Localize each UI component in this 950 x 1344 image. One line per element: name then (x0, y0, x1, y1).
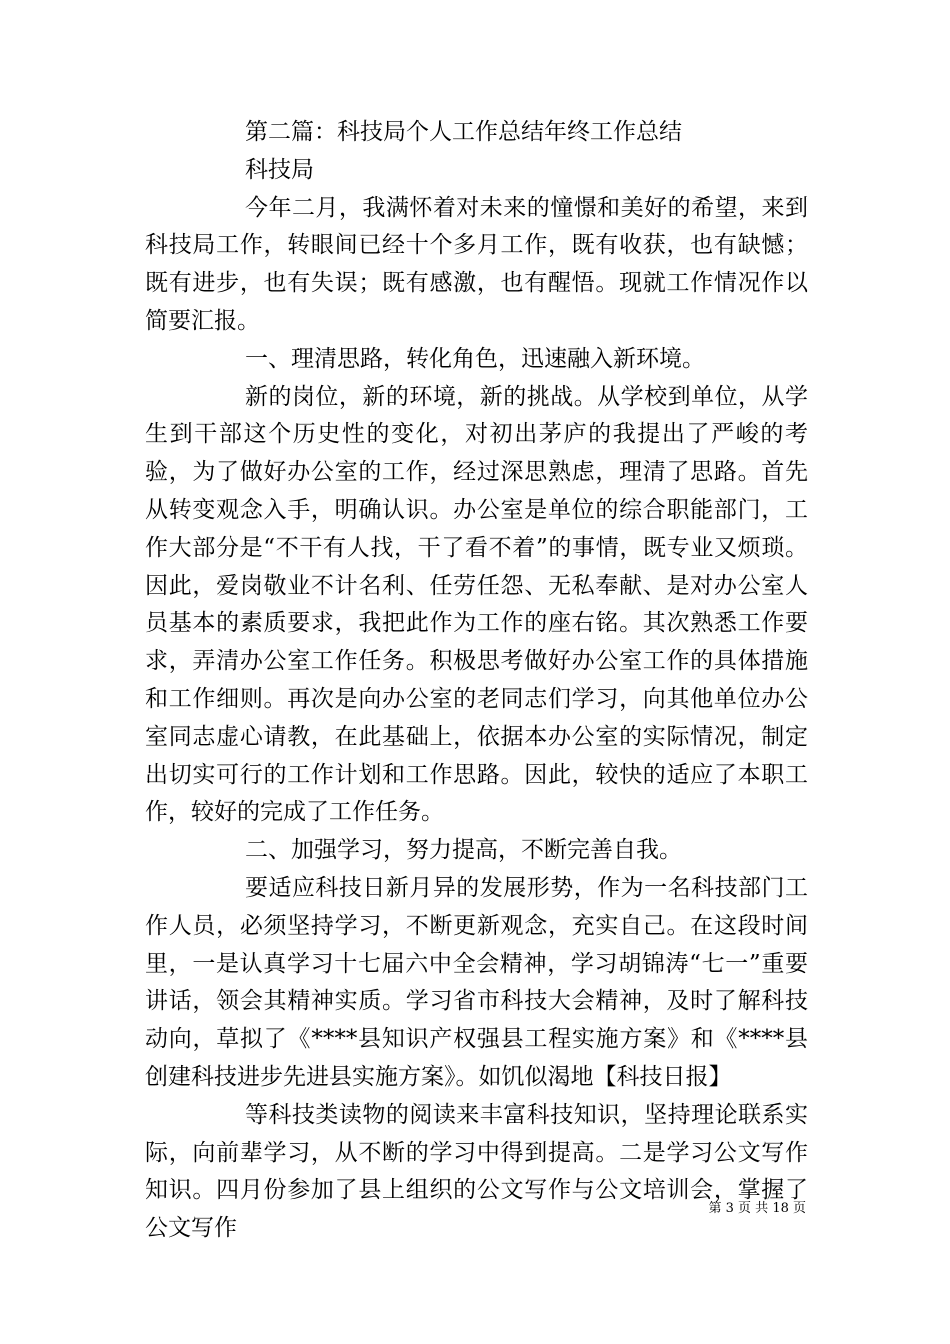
section-heading-2: 二、加强学习，努力提高，不断完善自我。 (245, 837, 682, 864)
page-number: 第 3 页 共 18 页 (708, 1201, 806, 1216)
section-heading-1: 一、理清思路，转化角色，迅速融入新环境。 (245, 345, 705, 372)
paragraph-intro: 今年二月，我满怀着对未来的憧憬和美好的希望，来到科技局工作，转眼间已经十个多月工作，既有收获，也有缺憾；既有进步，也有失误；既有感激，也有醒悟。现就工作情况作以简要汇报。 (145, 194, 808, 334)
paragraph-continued: 等科技类读物的阅读来丰富科技知识，坚持理论联系实际，向前辈学习，从不断的学习中得到提高。二是学习公文写作知识。四月份参加了县上组织的公文写作与公文培训会，掌握了公文写作 (145, 1101, 808, 1242)
document-subtitle: 科技局 (245, 156, 314, 183)
paragraph-section-2: 要适应科技日新月异的发展形势，作为一名科技部门工作人员，必须坚持学习，不断更新观念，充实自己。在这段时间里，一是认真学习十七届六中全会精神，学习胡锦涛“七一”重要讲话，领会其精神实质。学习省市科技大会精神，及时了解科技动向，草拟了《****县知识产权强县工程实施方案》和《****县创建科技进步先进县实施方案》。如饥似渴地【科技日报】 (145, 874, 808, 1090)
document-title: 第二篇：科技局个人工作总结年终工作总结 (245, 119, 682, 145)
paragraph-section-1: 新的岗位，新的环境，新的挑战。从学校到单位，从学生到干部这个历史性的变化，对初出茅庐的我提出了严峻的考验，为了做好办公室的工作，经过深思熟虑，理清了思路。首先从转变观念入手，明确认识。办公室是单位的综合职能部门，工作大部分是“不干有人找，干了看不着”的事情，既专业又烦琐。因此，爱岗敬业不计名利、任劳任怨、无私奉献、是对办公室人员基本的素质要求，我把此作为工作的座右铭。其次熟悉工作要求，弄清办公室工作任务。积极思考做好办公室工作的具体措施和工作细则。再次是向办公室的老同志们学习，向其他单位办公室同志虚心请教，在此基础上，依据本办公室的实际情况，制定出切实可行的工作计划和工作思路。因此，较快的适应了本职工作，较好的完成了工作任务。 (145, 383, 808, 826)
document-body (145, 114, 808, 1248)
